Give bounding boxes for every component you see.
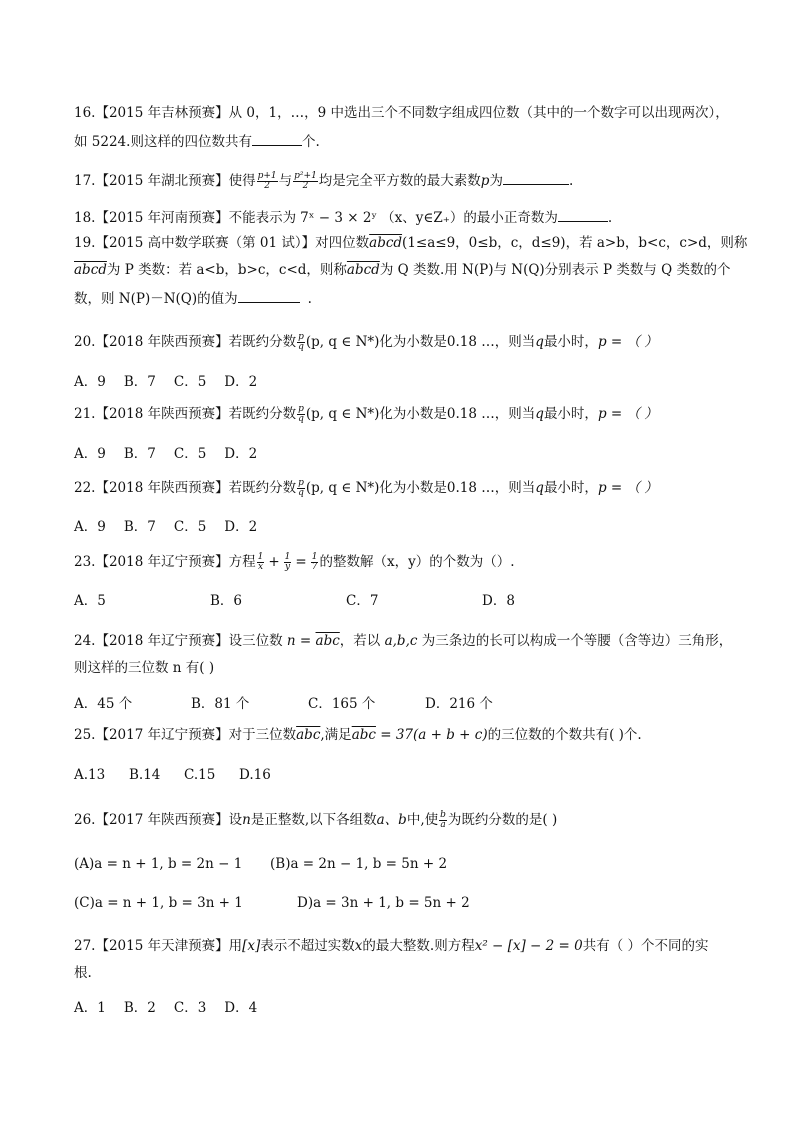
question-19-text-3: 为 Q 类数.用 N(P)与 N(Q)分别表示 P 类数与 Q 类数的个 [379,262,731,278]
variable: n [286,633,296,649]
question-16-tail: 个. [301,134,320,150]
option-d: D．2 [224,374,258,390]
fraction [297,405,305,424]
question-16-line-2 [74,131,754,151]
question-19-line-3 [74,288,754,308]
fraction [297,479,305,498]
answer-paren: p = （ ） [597,334,658,350]
option-b: B．7 [123,446,156,462]
option-a: A．9 [74,374,106,390]
variable: x [354,938,363,954]
question-25 [74,726,754,744]
option-c: C．165 个 [308,696,376,712]
option-d: D)a = 3n + 1, b = 5n + 2 [297,895,470,911]
option-c: C．5 [173,374,207,390]
question-20-text: 20.【2018 年陕西预赛】若既约分数 [74,334,297,350]
question-21-text-3: 最小时， [543,406,598,422]
numerator: b [440,810,446,820]
question-19-line-1 [74,234,754,252]
option-a: (A)a = n + 1, b = 2n − 1 [74,856,243,872]
option-c: C．5 [173,519,207,535]
question-27-text-2: 表示不超过实数 [260,938,355,954]
question-21 [74,405,754,424]
variables: a、b [376,812,407,828]
denominator: a [440,820,446,830]
option-c: C．3 [173,1000,207,1016]
option-b: (B)a = 2n − 1, b = 5n + 2 [270,856,448,872]
overline-number: $\overline{abc}$ [351,727,376,743]
denominator: q [298,414,304,424]
denominator: y [284,562,291,572]
question-24-text: 24.【2018 年辽宁预赛】设三位数 [74,633,287,649]
question-25-text: 25.【2017 年辽宁预赛】对于三位数 [74,727,297,743]
option-a: A．9 [74,446,106,462]
question-24-text-2: ，若以 [339,633,385,649]
question-20-text-2: (p, q ∈ N*)化为小数是0.18 …，则当 [305,334,536,350]
numerator: 1 [284,552,291,562]
numerator: p²+1 [294,171,317,181]
question-26 [74,811,754,830]
fraction [439,811,447,830]
option-b: B．7 [123,374,156,390]
option-c: C．5 [173,446,207,462]
numerator: p [298,332,304,342]
question-19-text: 19.【2015 高中数学联赛（第 01 试）】对四位数 [74,235,370,251]
question-21-text: 21.【2018 年陕西预赛】若既约分数 [74,406,297,422]
variable: q [535,480,544,496]
option-b: B.14 [129,767,161,783]
variable: q [535,406,544,422]
question-22-text: 22.【2018 年陕西预赛】若既约分数 [74,480,297,496]
option-a: A．5 [74,593,106,609]
question-17-text-3: 为 [489,173,503,189]
question-21-options [74,445,275,463]
answer-blank [252,131,302,146]
question-17-text: 17.【2015 年湖北预赛】使得 [74,173,256,189]
option-c: C．7 [346,593,379,609]
option-a: A．45 个 [74,696,133,712]
question-20 [74,333,754,352]
period: . [307,291,312,307]
overline-number: abcd [369,235,403,251]
option-a: A.13 [74,767,106,783]
question-20-text-3: 最小时， [543,334,598,350]
fraction [311,553,319,572]
equation: x² − [x] − 2 = 0 [474,938,583,954]
question-26-text: 26.【2017 年陕西预赛】设 [74,812,243,828]
variable: n [242,812,251,828]
overline-number: $\overline{abc}$ [296,727,321,743]
question-27-text-4: 共有（ ）个不同的实 [582,938,709,954]
option-d: D．216 个 [425,696,493,712]
question-18 [74,207,754,227]
question-26-text-3: 中,使 [406,812,439,828]
question-18-text: 18.【2015 年河南预赛】不能表示为 [74,210,297,226]
fraction [257,553,265,572]
question-17 [74,170,754,191]
denominator: q [298,488,304,498]
period: . [568,173,574,189]
question-27-line-2: 根. [74,965,92,981]
question-18-text-2: （x、y∈Z₊）的最小正奇数为 [381,210,558,226]
question-24-text-3: 为三条边的长可以构成一个等腰（含等边）三角形， [417,633,733,649]
option-d: D．2 [224,446,258,462]
question-16-line-1: 16.【2015 年吉林预赛】从 0，1，…，9 中选出三个不同数字组成四位数（其中的一个数字可以出现两次）， [74,105,729,121]
question-22 [74,479,754,498]
question-24-options [74,695,542,713]
denominator: 7 [311,562,318,572]
answer-paren: p = （ ） [597,406,658,422]
overline-number: abcd [346,262,380,278]
plus-sign: + [268,554,280,570]
question-21-text-2: (p, q ∈ N*)化为小数是0.18 …，则当 [305,406,536,422]
answer-blank [238,288,300,303]
question-16-text: 如 5224.则这样的四位数共有 [74,134,252,150]
denominator: 2 [264,181,270,191]
denominator: q [298,342,304,352]
expression: = 37(a + b + c) [375,727,488,743]
question-23-text: 23.【2018 年辽宁预赛】方程 [74,554,256,570]
question-23-options [74,592,618,610]
question-26-options-row-2 [74,894,488,912]
question-26-text-4: 为既约分数的是( ) [447,812,558,828]
option-b: B．7 [123,519,156,535]
denominator: 2 [302,181,309,191]
fraction [284,553,292,572]
question-24-line-2: 则这样的三位数 n 有( ) [74,660,215,676]
numerator: p [298,478,304,488]
numerator: 1 [311,552,318,562]
option-c: C.15 [184,767,216,783]
option-d: D.16 [239,767,271,783]
question-22-options [74,518,275,536]
question-27-text-3: 的最大整数.则方程 [362,938,475,954]
equals-sign: = [295,633,316,649]
question-19-text-2: 为 P 类数：若 a<b，b>c，c<d，则称 [106,262,347,278]
numerator: 1 [257,552,264,562]
question-25-text-3: 的三位数的个数共有( )个. [487,727,642,743]
option-c: (C)a = n + 1, b = 3n + 1 [74,895,243,911]
equals-sign: = [295,554,307,570]
variables: a,b,c [384,633,418,649]
question-22-text-2: (p, q ∈ N*)化为小数是0.18 …，则当 [305,480,536,496]
expression: 7ˣ − 3 × 2ʸ [300,210,378,226]
option-b: B．2 [123,1000,156,1016]
variable: q [535,334,544,350]
question-26-text-2: 是正整数,以下各组数 [250,812,377,828]
answer-paren: p = （ ） [597,480,658,496]
question-27-options [74,999,275,1017]
answer-blank [503,170,569,185]
question-23-text-2: 的整数解（x，y）的个数为（）. [319,554,515,570]
option-b: B．6 [210,593,243,609]
numerator: p [298,404,304,414]
question-26-options-row-1 [74,855,465,873]
overline-number: abcd [74,262,107,278]
variable: p [480,173,490,189]
question-17-text-2: 均是完全平方数的最大素数 [318,173,481,189]
question-20-options [74,373,275,391]
fraction [293,172,318,191]
question-23 [74,553,754,572]
question-27-text: 27.【2015 年天津预赛】用 [74,938,243,954]
fraction [297,333,305,352]
floor-notation: [x] [242,938,261,954]
numerator: p+1 [257,171,277,181]
option-b: B．81 个 [191,696,250,712]
period: . [607,210,613,226]
answer-blank [558,207,608,222]
overline-number: $\overline{abc}$ [315,633,340,649]
option-a: A．1 [74,1000,106,1016]
option-d: D．2 [224,519,258,535]
question-25-text-2: ,满足 [320,727,352,743]
question-25-options [74,766,294,784]
question-19-text-4: 数，则 N(P)－N(Q)的值为 [74,291,238,307]
question-17-mid: 与 [278,173,293,189]
question-19-condition: (1≤a≤9，0≤b，c，d≤9)，若 a>b，b<c，c>d，则称 [402,235,748,251]
question-24-line-1 [74,632,754,650]
fraction [257,172,278,191]
question-19-line-2 [74,261,754,279]
question-22-text-3: 最小时， [543,480,598,496]
option-d: D．4 [224,1000,258,1016]
denominator: x [257,562,264,572]
option-d: D．8 [482,593,515,609]
option-a: A．9 [74,519,106,535]
question-27-line-1 [74,937,754,955]
